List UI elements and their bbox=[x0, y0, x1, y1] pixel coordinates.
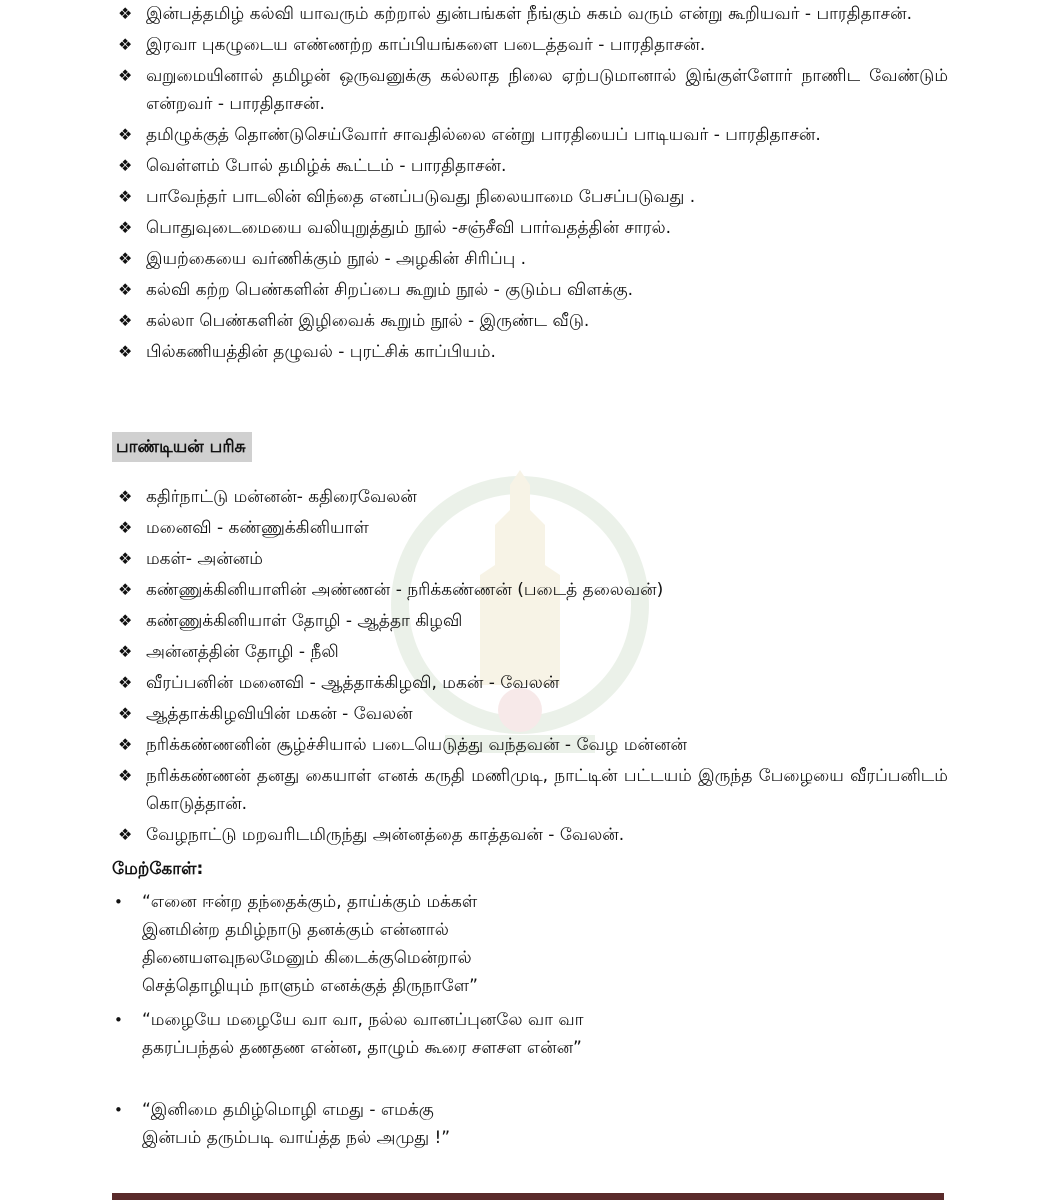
quote-block bbox=[112, 1096, 952, 1152]
round-bullet-icon: • bbox=[114, 1101, 123, 1119]
quote-line: இன்பம் தரும்படி வாய்த்த நல் அமுது !” bbox=[142, 1128, 451, 1148]
diamond-bullet-icon: ❖ bbox=[118, 35, 133, 54]
quotes-list bbox=[112, 888, 952, 1158]
diamond-bullet-icon: ❖ bbox=[118, 825, 133, 844]
list-item: ❖ தமிழுக்குத் தொண்டுசெய்வோர் சாவதில்லை என்று பாரதியைப் பாடியவர் - பாரதிதாசன். bbox=[118, 121, 948, 149]
section-heading-quotes: மேற்கோள்: bbox=[112, 859, 204, 879]
list-item: ❖ கண்ணுக்கினியாளின் அண்ணன் - நரிக்கண்ணன் (படைத் தலைவன்) bbox=[118, 576, 948, 604]
list-item: ❖ இயற்கையை வர்ணிக்கும் நூல் - அழகின் சிரிப்பு . bbox=[118, 245, 948, 273]
quote-block bbox=[112, 1006, 952, 1062]
quote-line: இனமின்ற தமிழ்நாடு தனக்கும் என்னால் bbox=[142, 920, 449, 940]
list-item: ❖ வறுமையினால் தமிழன் ஒருவனுக்கு கல்லாத நிலை ஏற்படுமானால் இங்குள்ளோர் நாணிட வேண்டும் என்றவர் - பாரதிதாசன். bbox=[118, 62, 948, 118]
quote-line: “எனை ஈன்ற தந்தைக்கும், தாய்க்கும் மக்கள் bbox=[142, 892, 478, 912]
diamond-bullet-icon: ❖ bbox=[118, 311, 133, 330]
diamond-bullet-icon: ❖ bbox=[118, 766, 133, 785]
list-item: ❖ மனைவி - கண்ணுக்கினியாள் bbox=[118, 514, 948, 542]
quote-line: செத்தொழியும் நாளும் எனக்குத் திருநாளே” bbox=[142, 976, 478, 996]
quote-line: “மழையே மழையே வா வா, நல்ல வானப்புனலே வா வா bbox=[142, 1010, 584, 1030]
list-item: ❖ பொதுவுடைமையை வலியுறுத்தும் நூல் -சஞ்சீவி பார்வதத்தின் சாரல். bbox=[118, 214, 948, 242]
footer-bar bbox=[112, 1193, 944, 1200]
diamond-bullet-icon: ❖ bbox=[118, 249, 133, 268]
diamond-bullet-icon: ❖ bbox=[118, 4, 133, 23]
diamond-bullet-icon: ❖ bbox=[118, 704, 133, 723]
diamond-bullet-icon: ❖ bbox=[118, 218, 133, 237]
diamond-bullet-icon: ❖ bbox=[118, 187, 133, 206]
quote-block bbox=[112, 888, 952, 1000]
section-heading-pandiyan-parisu: பாண்டியன் பரிசு bbox=[112, 432, 252, 462]
quote-line: “இனிமை தமிழ்மொழி எமது - எமக்கு bbox=[142, 1100, 434, 1120]
diamond-bullet-icon: ❖ bbox=[118, 125, 133, 144]
list-item: ❖ ஆத்தாக்கிழவியின் மகன் - வேலன் bbox=[118, 700, 948, 728]
list-item: ❖ வேழநாட்டு மறவரிடமிருந்து அன்னத்தை காத்தவன் - வேலன். bbox=[118, 821, 948, 849]
diamond-bullet-icon: ❖ bbox=[118, 549, 133, 568]
list-item: ❖ இன்பத்தமிழ் கல்வி யாவரும் கற்றால் துன்பங்கள் நீங்கும் சுகம் வரும் என்று கூறியவர் - பாரதிதாசன். bbox=[118, 0, 948, 28]
diamond-bullet-icon: ❖ bbox=[118, 611, 133, 630]
diamond-bullet-icon: ❖ bbox=[118, 280, 133, 299]
list-item: ❖ பில்கணியத்தின் தழுவல் - புரட்சிக் காப்பியம். bbox=[118, 338, 948, 366]
list-item: ❖ நரிக்கண்ணன் தனது கையாள் எனக் கருதி மணிமுடி, நாட்டின் பட்டயம் இருந்த பேழையை வீரப்பனிடம் கொடுத்தான். bbox=[118, 762, 948, 818]
list-item: ❖ கல்லா பெண்களின் இழிவைக் கூறும் நூல் - இருண்ட வீடு. bbox=[118, 307, 948, 335]
list-item: ❖ வெள்ளம் போல் தமிழ்க் கூட்டம் - பாரதிதாசன். bbox=[118, 152, 948, 180]
pharathidasan-facts-list bbox=[118, 0, 948, 369]
quote-line: தகரப்பந்தல் தணதண என்ன, தாழும் கூரை சளசள என்ன” bbox=[142, 1038, 582, 1058]
diamond-bullet-icon: ❖ bbox=[118, 642, 133, 661]
list-item: ❖ அன்னத்தின் தோழி - நீலி bbox=[118, 638, 948, 666]
list-item: ❖ கண்ணுக்கினியாள் தோழி - ஆத்தா கிழவி bbox=[118, 607, 948, 635]
diamond-bullet-icon: ❖ bbox=[118, 66, 133, 85]
diamond-bullet-icon: ❖ bbox=[118, 580, 133, 599]
diamond-bullet-icon: ❖ bbox=[118, 518, 133, 537]
list-item: ❖ கதிர்நாட்டு மன்னன்- கதிரைவேலன் bbox=[118, 483, 948, 511]
list-item: ❖ நரிக்கண்ணனின் சூழ்ச்சியால் படையெடுத்து வந்தவன் - வேழ மன்னன் bbox=[118, 731, 948, 759]
list-item: ❖ மகள்- அன்னம் bbox=[118, 545, 948, 573]
diamond-bullet-icon: ❖ bbox=[118, 156, 133, 175]
diamond-bullet-icon: ❖ bbox=[118, 673, 133, 692]
diamond-bullet-icon: ❖ bbox=[118, 342, 133, 361]
list-item: ❖ இரவா புகழுடைய எண்ணற்ற காப்பியங்களை படைத்தவர் - பாரதிதாசன். bbox=[118, 31, 948, 59]
list-item: ❖ பாவேந்தர் பாடலின் விந்தை எனப்படுவது நிலையாமை பேசப்படுவது . bbox=[118, 183, 948, 211]
list-item: ❖ வீரப்பனின் மனைவி - ஆத்தாக்கிழவி, மகன் - வேலன் bbox=[118, 669, 948, 697]
pandiyan-parisu-list bbox=[118, 483, 948, 852]
diamond-bullet-icon: ❖ bbox=[118, 487, 133, 506]
list-item: ❖ கல்வி கற்ற பெண்களின் சிறப்பை கூறும் நூல் - குடும்ப விளக்கு. bbox=[118, 276, 948, 304]
round-bullet-icon: • bbox=[114, 893, 123, 911]
round-bullet-icon: • bbox=[114, 1011, 123, 1029]
quote-line: தினையளவுநலமேனும் கிடைக்குமென்றால் bbox=[142, 948, 472, 968]
diamond-bullet-icon: ❖ bbox=[118, 735, 133, 754]
